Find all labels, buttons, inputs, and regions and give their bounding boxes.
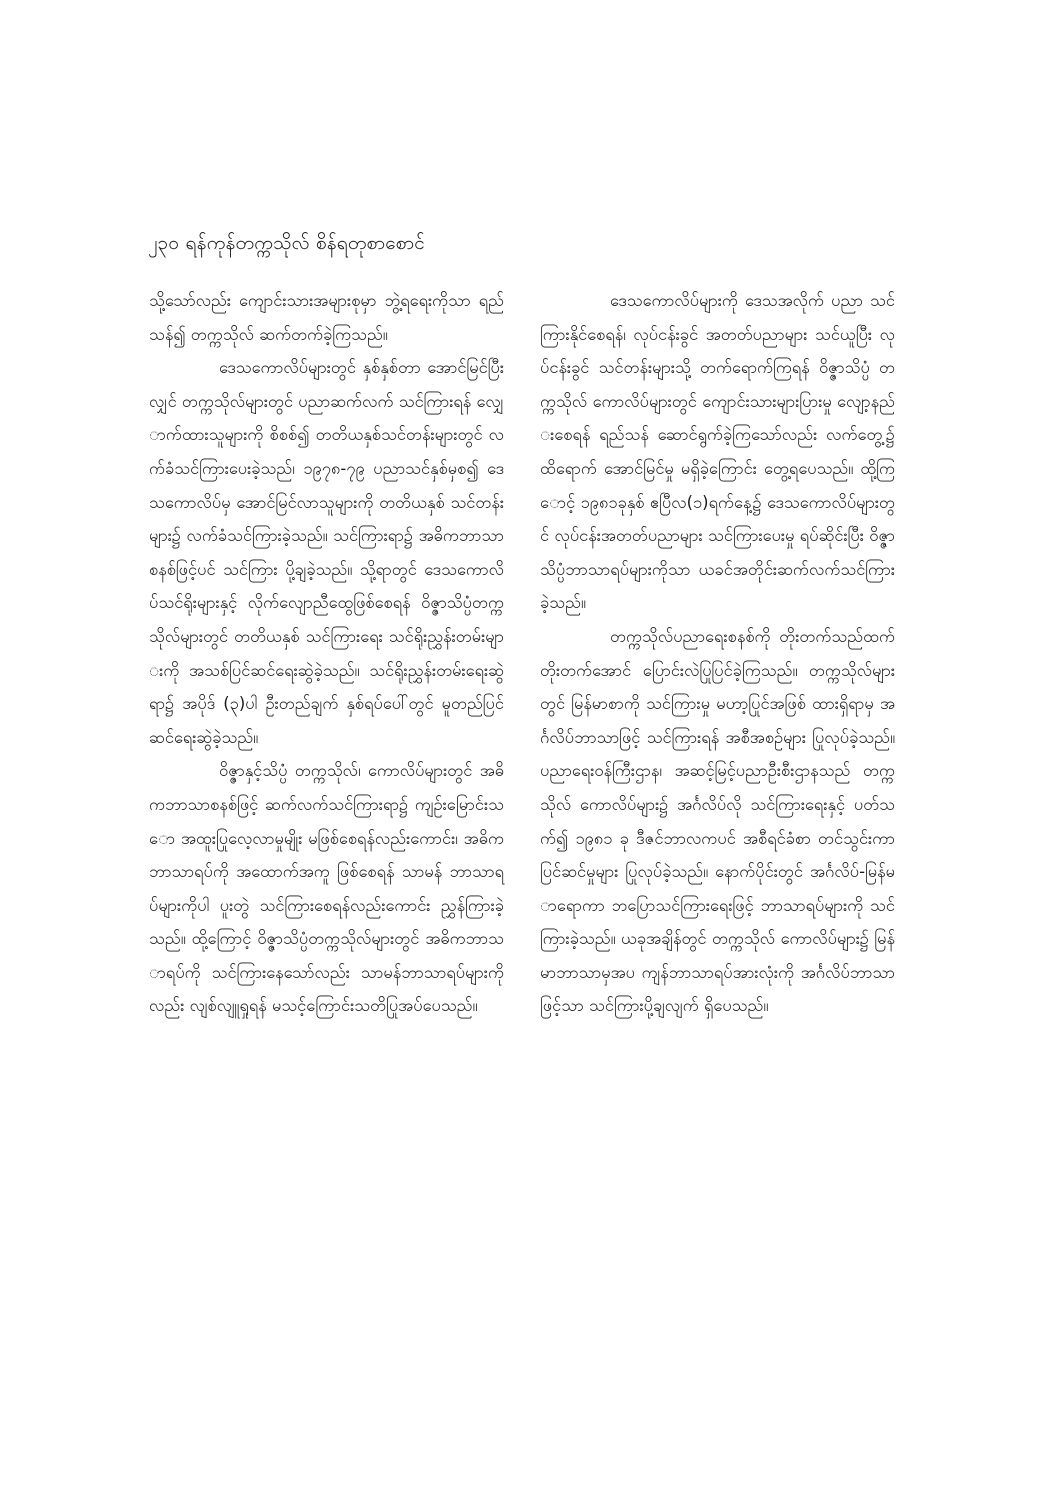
right-column: [540, 284, 895, 1244]
paragraph: ဒေသကောလိပ်များကို ဒေသအလိုက် ပညာ သင်ကြားနိုင်စေရန်၊ လုပ်ငန်းခွင် အတတ်ပညာများ သင်ယူပြီး လုပ်ငန်းခွင် သင်တန်းများသို့ တက်ရောက်ကြရန် ဝိဇ္ဇာသိပ္ပံ တက္ကသိုလ် ကောလိပ်များတွင် ကျောင်းသားများပြားမှု လျော့နည်းစေရန် ရည်သန် ဆောင်ရွက်ခဲ့ကြသော်လည်း လက်တွေ့၌ ထိရောက် အောင်မြင်မှု မရှိခဲ့ကြောင်း တွေ့ရပေသည်။ ထို့ကြောင့် ၁၉၈၁ခုနှစ် ဧပြီလ(၁)ရက်နေ့၌ ဒေသကောလိပ်များတွင် လုပ်ငန်းအတတ်ပညာများ သင်ကြားပေးမှု ရပ်ဆိုင်းပြီး ဝိဇ္ဇာသိပ္ပံဘာသာရပ်များကိုသာ ယခင်အတိုင်းဆက်လက်သင်ကြားခဲ့သည်။: [540, 291, 895, 613]
left-column: [149, 284, 504, 1224]
paragraph: သို့သော်လည်း ကျောင်းသားအများစုမှာ ဘွဲ့ရရေးကိုသာ ရည်သန်၍ တက္ကသိုလ် ဆက်တက်ခဲ့ကြသည်။: [149, 291, 504, 344]
running-header: ၂၃၀ ရန်ကုန်တက္ကသိုလ် စိန်ရတုစာစောင်: [148, 232, 426, 254]
paragraph: ဝိဇ္ဇာနှင့်သိပ္ပံ တက္ကသိုလ်၊ ကောလိပ်များတွင် အဓိကဘာသာစနစ်ဖြင့် ဆက်လက်သင်ကြားရာ၌ ကျဉ်းမြောင်းသော အထူးပြုလေ့လာမှုမျိုး မဖြစ်စေရန်လည်းကောင်း၊ အဓိကဘာသာရပ်ကို အထောက်အကူ ဖြစ်စေရန် သာမန် ဘာသာရပ်များကိုပါ ပူးတွဲ သင်ကြားစေရန်လည်းကောင်း ညွှန်ကြားခဲ့သည်။ ထို့ကြောင့် ဝိဇ္ဇာသိပ္ပံတက္ကသိုလ်များတွင် အဓိကဘာသာရပ်ကို သင်ကြားနေသော်လည်း သာမန်ဘာသာရပ်များကိုလည်း လျစ်လျူရှုရန် မသင့်ကြောင်းသတိပြုအပ်ပေသည်။: [149, 761, 504, 1016]
paragraph: တက္ကသိုလ်ပညာရေးစနစ်ကို တိုးတက်သည်ထက်တိုးတက်အောင် ပြောင်းလဲပြုပြင်ခဲ့ကြသည်။ တက္ကသိုလ်များတွင် မြန်မာစာကို သင်ကြားမှု မဟာ့ပြုင်အဖြစ် ထားရှိရာမှ အင်္ဂလိပ်ဘာသာဖြင့် သင်ကြားရန် အစီအစဉ်များ ပြုလုပ်ခဲ့သည်။ ပညာရေးဝန်ကြီးဌာန၊ အဆင့်မြင့်ပညာဦးစီးဌာနသည် တက္ကသိုလ် ကောလိပ်များ၌ အင်္ဂလိပ်လို သင်ကြားရေးနှင့် ပတ်သက်၍ ၁၉၈၁ ခု ဒီဇင်ဘာလကပင် အစီရင်ခံစာ တင်သွင်းကာ ပြင်ဆင်မှုများ ပြုလုပ်ခဲ့သည်။ နောက်ပိုင်းတွင် အင်္ဂလိပ်-မြန်မာရောကာ ဘပြောသင်ကြားရေးဖြင့် ဘာသာရပ်များကို သင်ကြားခဲ့သည်။ ယခုအချိန်တွင် တက္ကသိုလ် ကောလိပ်များ၌ မြန်မာဘာသာမှအပ ကျန်ဘာသာရပ်အားလုံးကို အင်္ဂလိပ်ဘာသာဖြင့်သာ သင်ကြားပို့ချလျက် ရှိပေသည်။: [540, 626, 895, 1016]
paragraph: ဒေသကောလိပ်များတွင် နှစ်နှစ်တာ အောင်မြင်ပြီးလျှင် တက္ကသိုလ်များတွင် ပညာဆက်လက် သင်ကြားရန် လျှောက်ထားသူများကို စိစစ်၍ တတိယနှစ်သင်တန်းများတွင် လက်ခံသင်ကြားပေးခဲ့သည်၊ ၁၉၇၈-၇၉ ပညာသင်နှစ်မှစ၍ ဒေသကောလိပ်မှ အောင်မြင်လာသူများကို တတိယနှစ် သင်တန်းများ၌ လက်ခံသင်ကြားခဲ့သည်။ သင်ကြားရာ၌ အဓိကဘာသာစနစ်ဖြင့်ပင် သင်ကြား ပို့ချခဲ့သည်။ သို့ရာတွင် ဒေသကောလိပ်သင်ရိုးများနှင့် လိုက်လျောညီထွေဖြစ်စေရန် ဝိဇ္ဇာသိပ္ပံတက္ကသိုလ်များတွင် တတိယနှစ် သင်ကြားရေး သင်ရိုးညွှန်းတမ်းများကို အသစ်ပြင်ဆင်ရေးဆွဲခဲ့သည်။ သင်ရိုးညွှန်းတမ်းရေးဆွဲရာ၌ အပိုဒ် (၃)ပါ ဦးတည်ချက် နှစ်ရပ်ပေါ်တွင် မူတည်ပြင်ဆင်ရေးဆွဲခဲ့သည်။: [149, 358, 504, 747]
